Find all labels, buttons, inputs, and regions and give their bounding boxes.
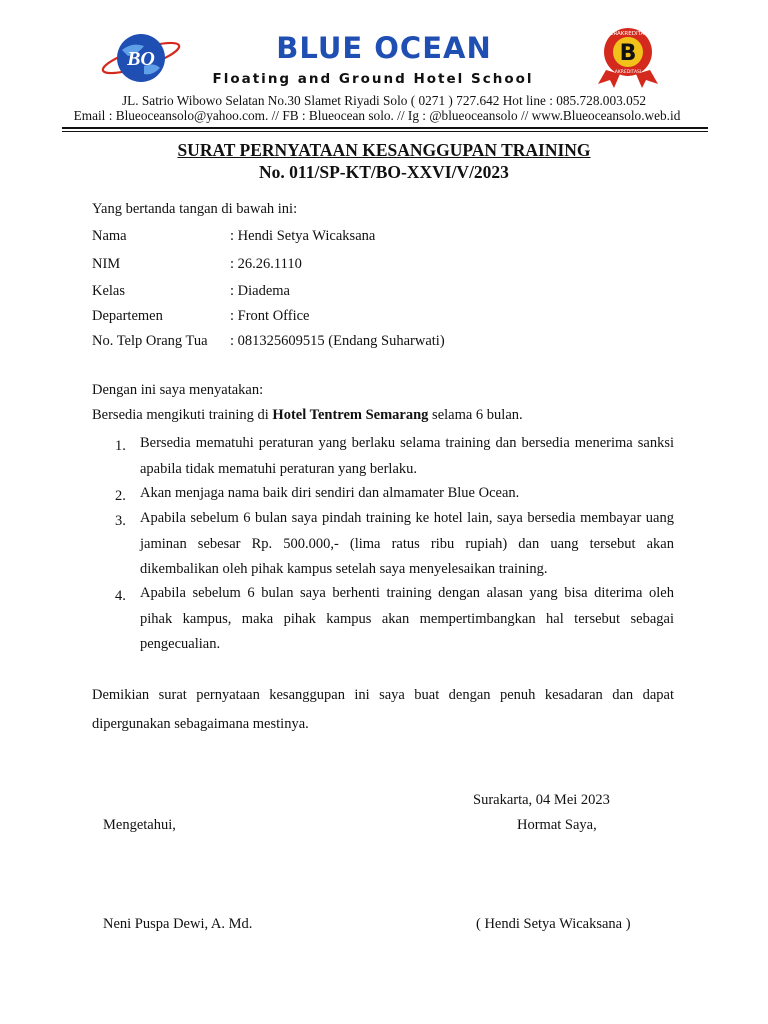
field-label-nama: Nama	[92, 228, 127, 244]
school-brand-name: BLUE OCEAN	[276, 31, 492, 65]
list-item-number: 2.	[115, 488, 126, 504]
header-divider-thick	[62, 127, 708, 129]
letter-title: SURAT PERNYATAAN KESANGGUPAN TRAINING	[177, 140, 591, 160]
school-tagline: Floating and Ground Hotel School	[212, 71, 534, 87]
closing-paragraph: Demikian surat pernyataan kesanggupan ini saya buat dengan penuh kesadaran dan dapat dipergunakan sebagaimana mestinya.	[92, 687, 674, 732]
right-signatory-name: ( Hendi Setya Wicaksana )	[476, 916, 631, 932]
field-label-telp: No. Telp Orang Tua	[92, 333, 208, 349]
list-item-number: 1.	[115, 438, 126, 454]
intro-text: Yang bertanda tangan di bawah ini:	[92, 201, 298, 217]
field-value-nama: : Hendi Setya Wicaksana	[230, 228, 376, 244]
letter-number: No. 011/SP-KT/BO-XXVI/V/2023	[259, 162, 509, 182]
school-address: JL. Satrio Wibowo Selatan No.30 Slamet Riyadi Solo ( 0271 ) 727.642 Hot line : 085.728.003.052	[121, 93, 647, 108]
badge-top-text: TERAKREDITASI	[606, 31, 650, 37]
right-signature-caption: Hormat Saya,	[517, 817, 597, 833]
field-label-nim: NIM	[92, 256, 121, 272]
header-divider-thin	[62, 131, 708, 132]
list-item-number: 3.	[115, 513, 126, 529]
list-item: Apabila sebelum 6 bulan saya pindah training ke hotel lain, saya bersedia membayar uang jaminan sebesar Rp. 500.000,- (lima ratus ribu rupiah) dan uang tersebut akan dikembalikan oleh pihak kampus setelah saya menyelesaikan training.	[140, 510, 674, 577]
school-contact: Email : Blueoceansolo@yahoo.com. // FB : Blueocean solo. // Ig : @blueoceansolo // www.Blueoceansolo.web.id	[73, 108, 681, 123]
badge-bottom-text: AKREDITASI	[614, 70, 642, 75]
list-item: Bersedia mematuhi peraturan yang berlaku selama training dan bersedia menerima sanksi apabila tidak mematuhi peraturan yang berlaku.	[140, 435, 674, 477]
badge-grade: B	[619, 41, 637, 66]
statement-opening: Dengan ini saya menyatakan:	[92, 382, 264, 398]
left-signatory-name: Neni Puspa Dewi, A. Md.	[103, 916, 253, 932]
field-value-telp: : 081325609515 (Endang Suharwati)	[230, 333, 445, 349]
field-value-kelas: : Diadema	[230, 283, 290, 299]
logo-text: BO	[127, 48, 155, 70]
list-item-number: 4.	[115, 588, 126, 604]
hotel-name: Hotel Tentrem Semarang	[272, 407, 429, 423]
accreditation-badge-icon	[592, 26, 664, 88]
list-item: Akan menjaga nama baik diri sendiri dan almamater Blue Ocean.	[140, 485, 520, 501]
statement-commitment: Bersedia mengikuti training di Hotel Tentrem Semarang selama 6 bulan.	[92, 407, 523, 423]
field-value-departemen: : Front Office	[230, 308, 310, 324]
field-label-departemen: Departemen	[92, 308, 163, 324]
field-value-nim: : 26.26.1110	[230, 256, 302, 272]
place-date: Surakarta, 04 Mei 2023	[473, 792, 610, 808]
field-label-kelas: Kelas	[92, 283, 126, 299]
list-item: Apabila sebelum 6 bulan saya berhenti training dengan alasan yang bisa diterima oleh pihak kampus, maka pihak kampus akan mempertimbangkan hal tersebut sebagai pengecualian.	[140, 585, 674, 652]
left-signature-caption: Mengetahui,	[103, 817, 176, 833]
